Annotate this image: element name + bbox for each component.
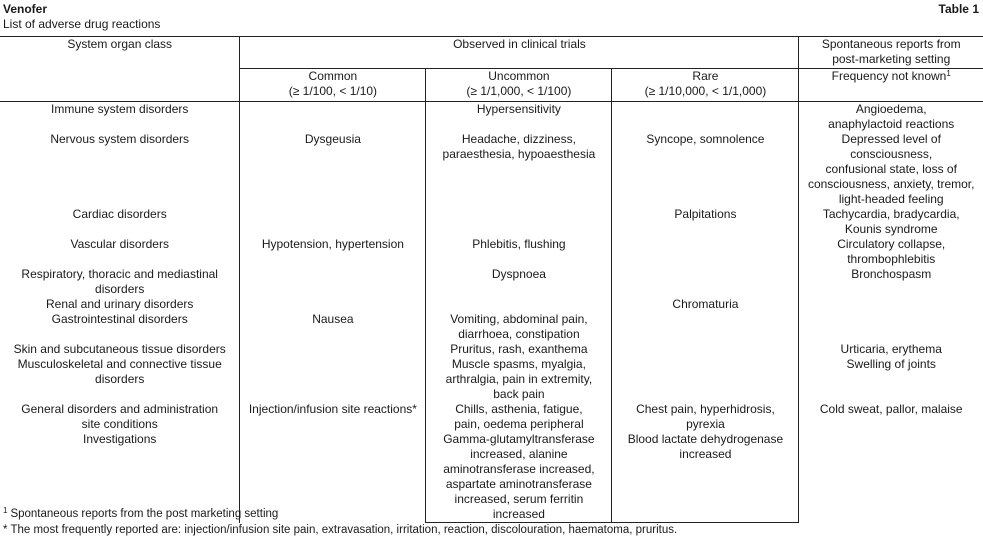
header-spontaneous-line2: post-marketing setting [832, 52, 951, 66]
table-row [0, 342, 983, 357]
cell-uncommon: Hypersensitivity [426, 102, 612, 133]
cell-not-known: Circulatory collapse, thrombophlebitis [837, 237, 946, 266]
header-common-label: Common [308, 69, 358, 83]
table-row [0, 357, 983, 402]
table-row [0, 267, 983, 297]
cell-soc: Investigations [0, 432, 240, 523]
table-row [0, 402, 983, 432]
cell-rare [612, 267, 799, 297]
cell-not-known [799, 432, 983, 523]
header-uncommon-label: Uncommon [488, 69, 550, 83]
cell-uncommon: Phlebitis, flushing [426, 237, 612, 267]
cell-common [240, 297, 426, 312]
cell-soc: Respiratory, thoracic and mediastinal disorders [0, 267, 240, 297]
footnotes [3, 506, 677, 538]
header-spontaneous-line1: Spontaneous reports from [821, 37, 961, 51]
header-rare [612, 69, 799, 102]
cell-uncommon: Pruritus, rash, exanthema [426, 342, 612, 357]
header-soc-spacer [0, 69, 240, 102]
cell-not-known: Cold sweat, pallor, malaise [819, 402, 963, 416]
table-row [0, 237, 983, 267]
cell-uncommon: Chills, asthenia, fatigue, pain, oedema peripheral [426, 402, 612, 432]
cell-not-known [799, 312, 983, 342]
cell-soc: Skin and subcutaneous tissue disorders [0, 342, 240, 357]
header-spontaneous-reports [799, 37, 983, 69]
cell-soc: Vascular disorders [0, 237, 240, 267]
cell-common [240, 207, 426, 237]
cell-common: Nausea [240, 312, 426, 342]
cell-rare: Blood lactate dehydrogenase increased [612, 432, 799, 523]
cell-uncommon: Muscle spasms, myalgia, arthralgia, pain in extremity, back pain [426, 357, 612, 402]
cell-soc: Renal and urinary disorders [0, 297, 240, 312]
cell-soc: General disorders and administration site conditions [0, 402, 240, 432]
cell-rare [612, 312, 799, 342]
header-rare-range: (≥ 1/10,000, < 1/1,000) [644, 84, 767, 98]
header-system-organ-class: System organ class [0, 37, 240, 69]
cell-uncommon [426, 297, 612, 312]
table-row [0, 102, 983, 133]
cell-soc: Musculoskeletal and connective tissue disorders [0, 357, 240, 402]
header-uncommon-range: (≥ 1/1,000, < 1/100) [466, 84, 572, 98]
adverse-reactions-table [0, 36, 983, 523]
cell-not-known [799, 297, 983, 312]
header-uncommon [426, 69, 612, 102]
document-header [3, 2, 979, 32]
header-observed-in-clinical-trials: Observed in clinical trials [240, 37, 799, 69]
cell-soc: Immune system disorders [0, 102, 240, 133]
header-rare-label: Rare [692, 69, 719, 83]
cell-uncommon: Gamma-glutamyltransferase increased, alanine aminotransferase increased, aspartate aminotransferase increased, serum ferritin increased [426, 432, 612, 523]
cell-rare: Chest pain, hyperhidrosis, pyrexia [612, 402, 799, 432]
cell-rare [612, 102, 799, 133]
cell-rare: Palpitations [612, 207, 799, 237]
document-title: Venofer [3, 2, 48, 16]
document-subtitle: List of adverse drug reactions [3, 17, 161, 31]
cell-common: Dysgeusia [240, 132, 426, 207]
cell-rare [612, 357, 799, 402]
cell-uncommon: Dyspnoea [426, 267, 612, 297]
cell-rare: Syncope, somnolence [612, 132, 799, 207]
cell-not-known: Urticaria, erythema [840, 342, 942, 356]
cell-common: Injection/infusion site reactions* [240, 402, 426, 432]
cell-rare: Chromaturia [612, 297, 799, 312]
header-frequency-not-known [799, 69, 983, 102]
cell-uncommon [426, 207, 612, 237]
footnote-1-marker: 1 [946, 69, 951, 78]
cell-not-known: Bronchospasm [851, 267, 932, 281]
cell-soc: Gastrointestinal disorders [0, 312, 240, 342]
table-row [0, 207, 983, 237]
footnote-2: * The most frequently reported are: injection/infusion site pain, extravasation, irritation, reaction, discolouration, haematoma, pruritus. [3, 524, 678, 536]
table-row [0, 312, 983, 342]
header-common [240, 69, 426, 102]
cell-soc: Nervous system disorders [0, 132, 240, 207]
cell-common [240, 267, 426, 297]
footnote-1-text: Spontaneous reports from the post marketing setting [10, 508, 279, 520]
cell-uncommon: Headache, dizziness, paraesthesia, hypoaesthesia [426, 132, 612, 207]
cell-common [240, 342, 426, 357]
footnote-1-mark: 1 [3, 506, 8, 515]
table-row [0, 297, 983, 312]
cell-not-known: Depressed level of consciousness, confusional state, loss of consciousness, anxiety, tremor, light-headed feeling [807, 132, 975, 206]
table-label: Table 1 [938, 2, 979, 16]
table-row [0, 132, 983, 207]
cell-not-known: Tachycardia, bradycardia, Kounis syndrome [822, 207, 960, 236]
cell-common [240, 357, 426, 402]
cell-not-known: Angioedema, anaphylactoid reactions [828, 102, 955, 131]
cell-rare [612, 342, 799, 357]
header-frequency-not-known-label: Frequency not known [831, 69, 947, 83]
header-common-range: (≥ 1/100, < 1/10) [288, 84, 378, 98]
cell-common [240, 102, 426, 133]
cell-soc: Cardiac disorders [0, 207, 240, 237]
footnote-1 [3, 506, 677, 522]
cell-common: Hypotension, hypertension [240, 237, 426, 267]
cell-not-known: Swelling of joints [846, 357, 936, 371]
table-body [0, 102, 983, 523]
cell-rare [612, 237, 799, 267]
cell-uncommon: Vomiting, abdominal pain, diarrhoea, constipation [426, 312, 612, 342]
